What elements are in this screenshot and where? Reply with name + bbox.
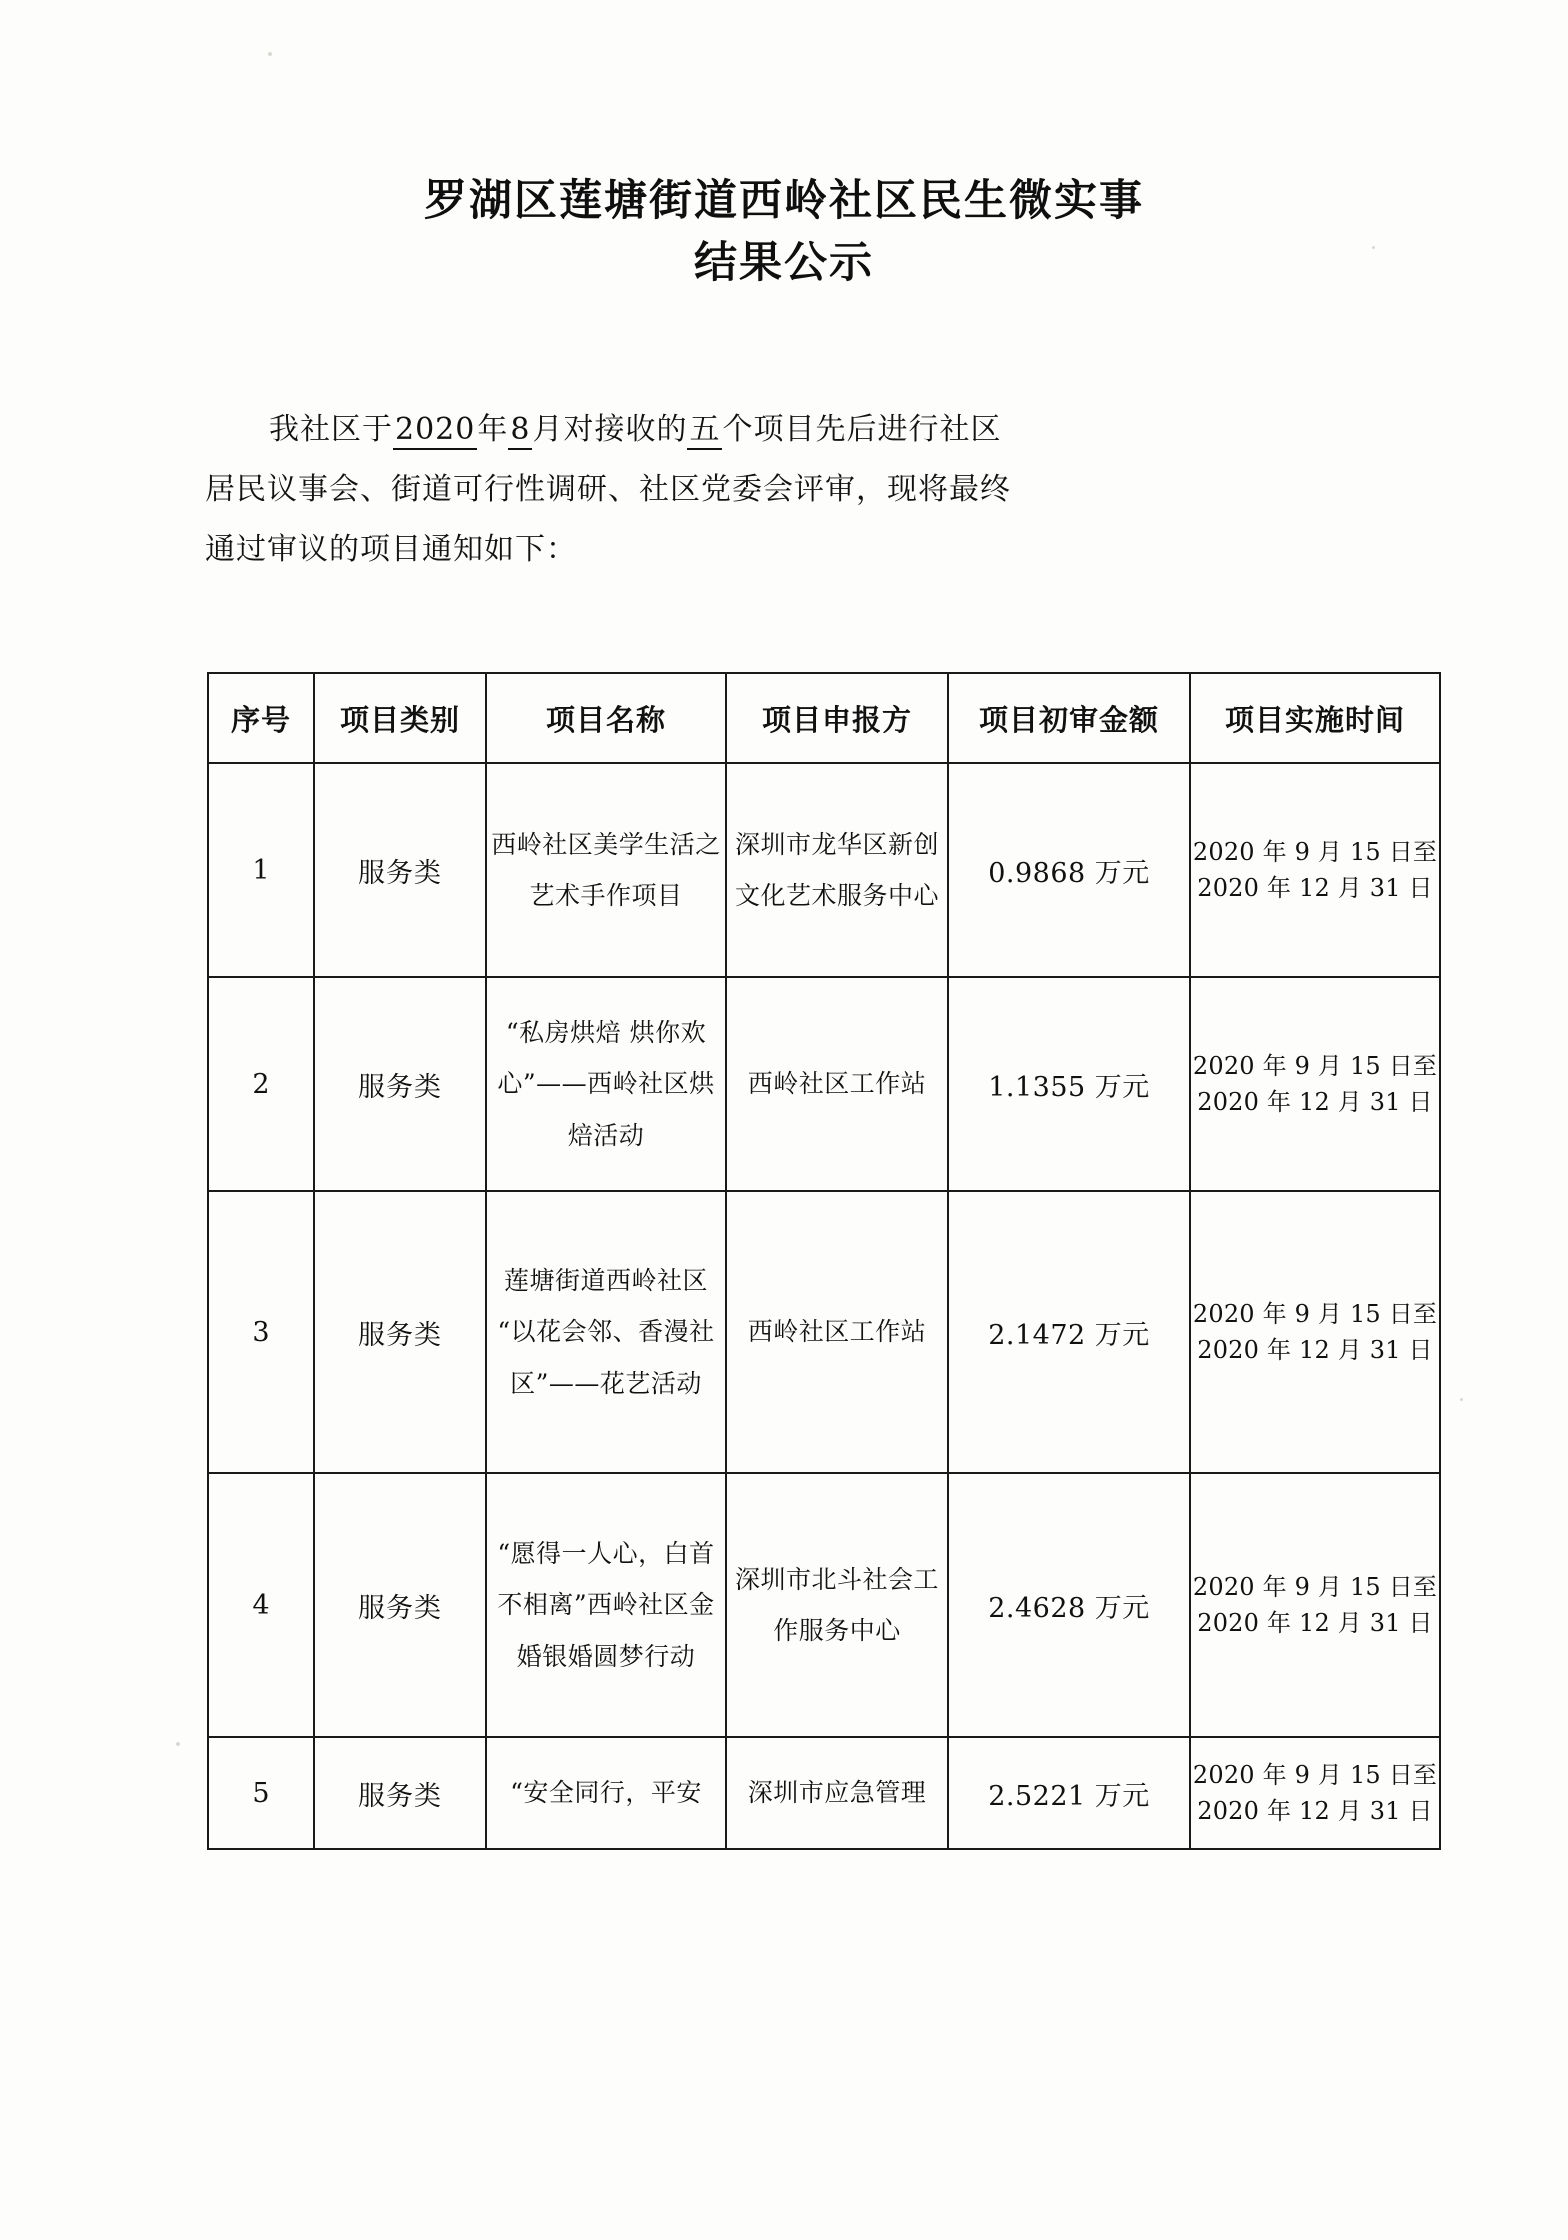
row-time: 2020 年 9 月 15 日至 2020 年 12 月 31 日 xyxy=(1190,1737,1440,1849)
table-header-name: 项目名称 xyxy=(486,673,726,763)
document-title-line2: 结果公示 xyxy=(694,238,874,289)
row-project-name: 莲塘街道西岭社区“以花会邻、香漫社区”——花艺活动 xyxy=(486,1191,726,1473)
row-category: 服务类 xyxy=(314,1473,486,1737)
intro-seg-1: 我社区于 xyxy=(269,412,393,447)
row-no: 3 xyxy=(208,1191,314,1473)
scan-speck xyxy=(1460,1398,1463,1401)
row-project-name: 西岭社区美学生活之艺术手作项目 xyxy=(486,763,726,977)
row-project-name: “愿得一人心，白首不相离”西岭社区金婚银婚圆梦行动 xyxy=(486,1473,726,1737)
row-amount: 2.5221 万元 xyxy=(948,1737,1190,1849)
intro-count: 五 xyxy=(687,412,722,450)
document-title-line1: 罗湖区莲塘街道西岭社区民生微实事 xyxy=(424,176,1144,226)
row-applicant: 深圳市龙华区新创文化艺术服务中心 xyxy=(726,763,948,977)
intro-paragraph xyxy=(205,400,1385,580)
intro-line-1 xyxy=(205,400,1385,460)
row-category: 服务类 xyxy=(314,1191,486,1473)
row-time: 2020 年 9 月 15 日至 2020 年 12 月 31 日 xyxy=(1190,1473,1440,1737)
table-header-no: 序号 xyxy=(208,673,314,763)
row-applicant: 深圳市北斗社会工作服务中心 xyxy=(726,1473,948,1737)
row-no: 2 xyxy=(208,977,314,1191)
intro-year: 2020 xyxy=(393,412,477,450)
row-time: 2020 年 9 月 15 日至 2020 年 12 月 31 日 xyxy=(1190,1191,1440,1473)
table-header-amount: 项目初审金额 xyxy=(948,673,1190,763)
intro-seg-2: 年 xyxy=(477,412,509,447)
intro-line-3: 通过审议的项目通知如下： xyxy=(205,532,577,567)
intro-seg-4: 个项目先后进行社区 xyxy=(722,412,1002,447)
row-applicant: 西岭社区工作站 xyxy=(726,977,948,1191)
intro-seg-3: 月对接收的 xyxy=(532,412,688,447)
intro-month: 8 xyxy=(508,412,532,450)
intro-line-2: 居民议事会、街道可行性调研、社区党委会评审，现将最终 xyxy=(205,472,1011,507)
row-amount: 2.4628 万元 xyxy=(948,1473,1190,1737)
table-header-category: 项目类别 xyxy=(314,673,486,763)
row-category: 服务类 xyxy=(314,977,486,1191)
row-time: 2020 年 9 月 15 日至 2020 年 12 月 31 日 xyxy=(1190,977,1440,1191)
row-applicant: 深圳市应急管理 xyxy=(726,1737,948,1849)
row-no: 4 xyxy=(208,1473,314,1737)
row-category: 服务类 xyxy=(314,763,486,977)
table-header-row xyxy=(208,673,1440,763)
table-header-time: 项目实施时间 xyxy=(1190,673,1440,763)
row-amount: 2.1472 万元 xyxy=(948,1191,1190,1473)
row-category: 服务类 xyxy=(314,1737,486,1849)
document-title xyxy=(0,170,1568,295)
table-header-applicant: 项目申报方 xyxy=(726,673,948,763)
row-applicant: 西岭社区工作站 xyxy=(726,1191,948,1473)
table-row xyxy=(208,1473,1440,1737)
table-row xyxy=(208,763,1440,977)
row-amount: 0.9868 万元 xyxy=(948,763,1190,977)
row-project-name: “安全同行，平安 xyxy=(486,1737,726,1849)
row-no: 5 xyxy=(208,1737,314,1849)
row-project-name: “私房烘焙 烘你欢心”——西岭社区烘焙活动 xyxy=(486,977,726,1191)
projects-table-wrapper xyxy=(207,672,1439,1850)
row-no: 1 xyxy=(208,763,314,977)
projects-table xyxy=(207,672,1441,1850)
scan-speck xyxy=(176,1742,180,1746)
table-row xyxy=(208,1191,1440,1473)
scan-speck xyxy=(268,52,272,56)
row-time: 2020 年 9 月 15 日至 2020 年 12 月 31 日 xyxy=(1190,763,1440,977)
table-row xyxy=(208,977,1440,1191)
table-row xyxy=(208,1737,1440,1849)
row-amount: 1.1355 万元 xyxy=(948,977,1190,1191)
